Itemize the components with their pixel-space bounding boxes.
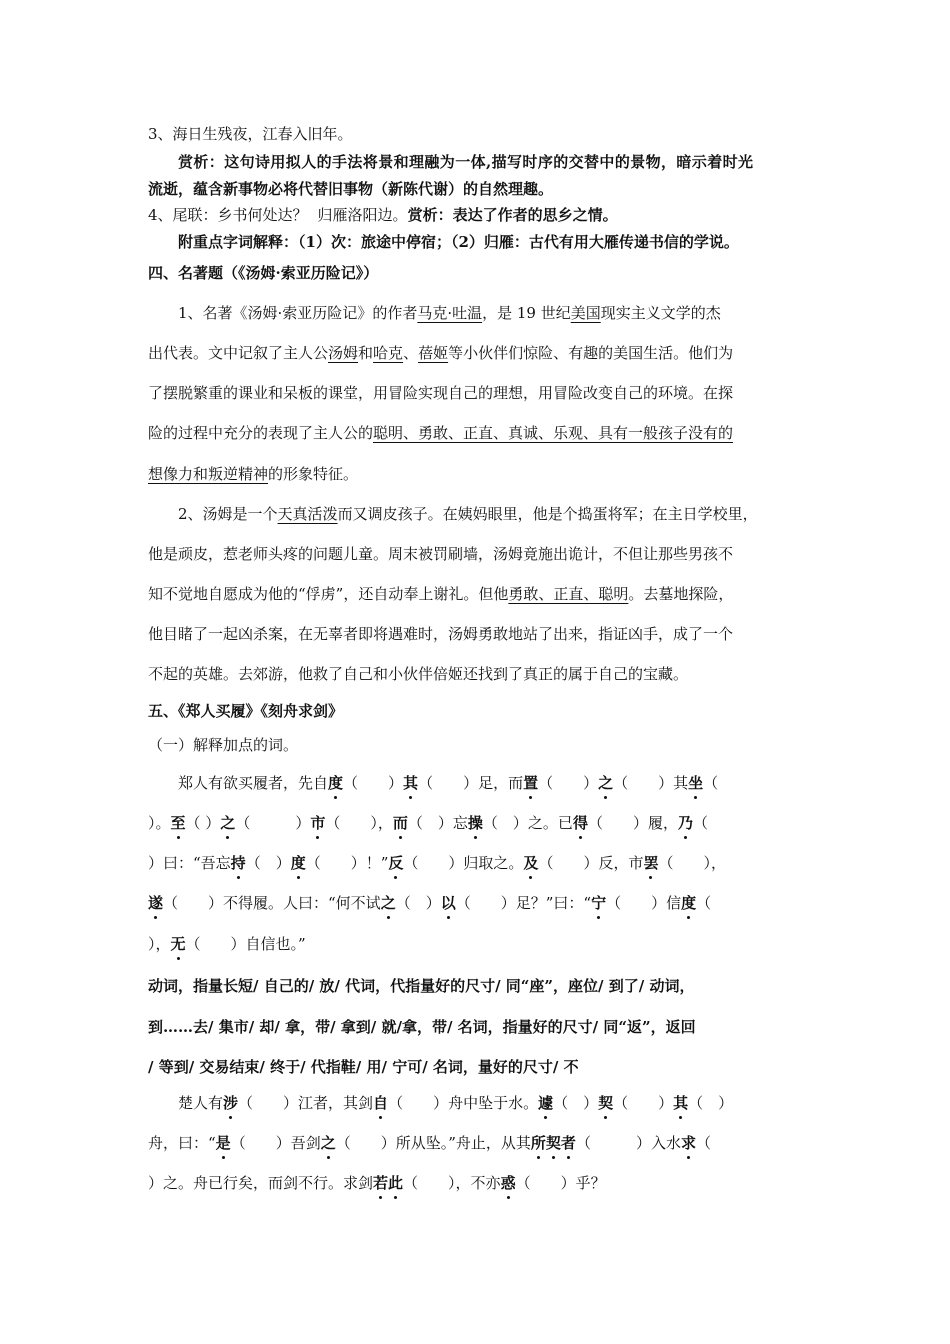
exercise-text: （ [703, 774, 719, 792]
para1-line4 [148, 423, 733, 443]
dotted-keyword: 契 [598, 1094, 614, 1112]
exercise1-line5 [148, 934, 306, 954]
exercise-text: （ ）！” [305, 854, 389, 872]
traits-underlined-1: 聪明、勇敢、正直、真诚、乐观、具有一般孩子没有的 [373, 424, 734, 442]
para2-line3 [148, 584, 733, 604]
key-word-notes: 附重点字词解释：（1）次：旅途中停宿；（2）归雁：古代有用大雁传递书信的学说。 [178, 233, 739, 251]
dotted-keyword: 其 [673, 1094, 689, 1112]
exercise-text: ）之。舟已行矣，而剑不行。求剑 [148, 1174, 374, 1192]
character-becky: 蓓姬 [418, 344, 449, 362]
para1-line5 [148, 464, 358, 484]
dotted-keyword: 乃 [677, 814, 693, 832]
dotted-keyword: 坐 [688, 774, 704, 792]
para2-line2: 他是顽皮，惹老师头疼的问题儿童。周末被罚刷墙，汤姆竟施出诡计，不但让那些男孩不 [148, 545, 734, 563]
dotted-keyword: 宁 [591, 894, 607, 912]
exercise-text: （ ）乎？ [515, 1174, 606, 1192]
answers-line3: / 等到/ 交易结束/ 终于/ 代指鞋/ 用/ 宁可/ 名词，量好的尺寸/ 不 [148, 1058, 579, 1076]
exercise2-line2 [148, 1133, 711, 1153]
tom-qualities: 勇敢、正直、聪明 [508, 585, 629, 603]
exercise-text: （ ） [245, 854, 291, 872]
exercise-text: （ ）舟中坠于水。 [388, 1094, 539, 1112]
text-span: ，是 19 世纪 [482, 304, 571, 322]
dotted-keyword: 罢 [643, 854, 659, 872]
text-span: 知不觉地自愿成为他的“俘虏”，还自动奉上谢礼。但他 [148, 585, 509, 603]
dotted-keyword: 度 [681, 894, 697, 912]
character-huck: 哈克 [373, 344, 404, 362]
author-name: 马克·吐温 [417, 304, 483, 322]
dotted-keyword: 无 [170, 935, 186, 953]
text-span: 。去墓地探险， [628, 585, 734, 603]
exercise-text: （ ） [185, 814, 221, 832]
exercise1-line3 [148, 853, 726, 873]
tail-couplet-appreciation: 赏析：表达了作者的思乡之情。 [407, 206, 618, 224]
dotted-keyword: 市 [310, 814, 326, 832]
exercise-text: （ ）江者，其剑 [238, 1094, 374, 1112]
exercise-text: （ ）足？”曰：“ [455, 894, 592, 912]
dotted-keyword: 遂 [148, 894, 164, 912]
dotted-keyword: 自 [373, 1094, 389, 1112]
exercise-instruction: （一）解释加点的词。 [148, 736, 299, 754]
exercise-text: （ ） [395, 894, 441, 912]
section-5-heading: 五、《郑人买履》《刻舟求剑》 [148, 702, 344, 720]
exercise-text: （ [692, 814, 708, 832]
exercise2-line3 [148, 1173, 606, 1193]
text-span: 现实主义文学的杰 [600, 304, 721, 322]
exercise-text: （ ）归取之。 [403, 854, 524, 872]
dotted-keyword: 置 [523, 774, 539, 792]
exercise1-line2 [148, 813, 708, 833]
exercise-text: （ ） [613, 1094, 674, 1112]
exercise-text: （ [696, 894, 712, 912]
para1-line2 [148, 343, 733, 363]
dotted-keyword: 之 [380, 894, 396, 912]
appreciation-3-line2: 流逝，蕴含新事物必将代替旧事物（新陈代谢）的自然理趣。 [148, 180, 554, 198]
appreciation-3-line1: 赏析：这句诗用拟人的手法将景和理融为一体,描写时序的交替中的景物，暗示着时光 [178, 153, 754, 171]
exercise-text: ）曰：“吾忘 [148, 854, 231, 872]
exercise-text: （ ） [235, 814, 311, 832]
dotted-keyword: 契 [545, 1134, 561, 1152]
para1-line1 [178, 303, 721, 323]
text-span: 而又调皮孩子。在姨妈眼里，他是个捣蛋将军；在主日学校里， [337, 505, 758, 523]
exercise-text: （ ）信 [606, 894, 682, 912]
exercise-text: 郑人有欲买履者，先自 [178, 774, 329, 792]
exercise-text: （ ）不得履。人曰：“何不试 [163, 894, 381, 912]
para1-line3: 了摆脱繁重的课业和呆板的课堂，用冒险实现自己的理想，用冒险改变自己的环境。在探 [148, 384, 734, 402]
tail-couplet-answer: 归雁洛阳边。 [317, 206, 408, 224]
exercise-text: （ ）之。已 [482, 814, 573, 832]
exercise-text: ）， [148, 935, 171, 953]
exercise-text: （ ）， [325, 814, 393, 832]
answers-line2: 到……去/ 集市/ 却/ 拿，带/ 拿到/ 就/拿，带/ 名词，指量好的尺寸/ 同“返”，返回 [148, 1018, 696, 1036]
para2-line1 [178, 504, 758, 524]
text-span: 等小伙伴们惊险、有趣的美国生活。他们为 [448, 344, 734, 362]
dotted-keyword: 此 [388, 1174, 404, 1192]
dotted-keyword: 度 [290, 854, 306, 872]
exercise-text: （ ）， [658, 854, 726, 872]
exercise-text: （ ） [688, 1094, 734, 1112]
exercise2-line1 [178, 1093, 733, 1113]
dotted-keyword: 若 [373, 1174, 389, 1192]
exercise-text: （ ）忘 [407, 814, 468, 832]
dotted-keyword: 者 [560, 1134, 576, 1152]
dotted-keyword: 所 [530, 1134, 546, 1152]
dotted-keyword: 至 [170, 814, 186, 832]
exercise1-line1 [178, 773, 718, 793]
text-span: 和 [358, 344, 374, 362]
answers-line1: 动词，指量长短/ 自己的/ 放/ 代词，代指量好的尺寸/ 同“座”，座位/ 到了/ 动词， [148, 977, 695, 995]
exercise-text: ）。 [148, 814, 171, 832]
exercise-text: （ ）入水 [575, 1134, 681, 1152]
dotted-keyword: 度 [328, 774, 344, 792]
dotted-keyword: 之 [220, 814, 236, 832]
dotted-keyword: 涉 [223, 1094, 239, 1112]
dotted-keyword: 而 [392, 814, 408, 832]
section-4-heading: 四、名著题（《汤姆·索亚历险记》） [148, 264, 379, 282]
tail-couplet-line [148, 205, 618, 225]
exercise-text: （ ）反，市 [538, 854, 644, 872]
exercise-text: （ [695, 1134, 711, 1152]
para2-line5: 不起的英雄。去郊游，他救了自己和小伙伴倍姬还找到了真正的属于自己的宝藏。 [148, 665, 689, 683]
exercise-text: （ ） [538, 774, 599, 792]
dotted-keyword: 及 [523, 854, 539, 872]
country-name: 美国 [570, 304, 601, 322]
text-span: 出代表。文中记叙了主人公 [148, 344, 329, 362]
exercise-text: （ ）所从坠。”舟止，从其 [335, 1134, 531, 1152]
text-span: 险的过程中充分的表现了主人公的 [148, 424, 374, 442]
character-tom: 汤姆 [328, 344, 359, 362]
tom-trait: 天真活泼 [277, 505, 338, 523]
text-span: 的形象特征。 [268, 465, 359, 483]
exercise-text: 楚人有 [178, 1094, 224, 1112]
text-span: 2、汤姆是一个 [178, 505, 278, 523]
exercise-text: （ ）自信也。” [185, 935, 306, 953]
exercise-text: （ ） [553, 1094, 599, 1112]
tail-couplet-question: 4、尾联：乡书何处达？ [148, 206, 308, 224]
exercise-text: （ ）其 [613, 774, 689, 792]
dotted-keyword: 遽 [538, 1094, 554, 1112]
exercise-text: （ ），不亦 [403, 1174, 501, 1192]
dotted-keyword: 惑 [500, 1174, 516, 1192]
dotted-keyword: 其 [403, 774, 419, 792]
exercise1-line4 [148, 893, 711, 913]
exercise-text: 舟，曰：“ [148, 1134, 216, 1152]
dotted-keyword: 持 [230, 854, 246, 872]
dotted-keyword: 之 [598, 774, 614, 792]
poem-line-3: 3、海日生残夜，江春入旧年。 [148, 125, 353, 143]
dotted-keyword: 是 [215, 1134, 231, 1152]
text-span: 、 [403, 344, 419, 362]
dotted-keyword: 得 [572, 814, 588, 832]
traits-underlined-2: 想像力和叛逆精神 [148, 465, 269, 483]
dotted-keyword: 反 [388, 854, 404, 872]
text-span: 1、名著《汤姆·索亚历险记》的作者 [178, 304, 418, 322]
dotted-keyword: 之 [320, 1134, 336, 1152]
exercise-text: （ ）吾剑 [230, 1134, 321, 1152]
dotted-keyword: 操 [467, 814, 483, 832]
para2-line4: 他目睹了一起凶杀案，在无辜者即将遇难时，汤姆勇敢地站了出来，指证凶手，成了一个 [148, 625, 734, 643]
exercise-text: （ ）足，而 [418, 774, 524, 792]
dotted-keyword: 求 [680, 1134, 696, 1152]
exercise-text: （ ）履， [587, 814, 678, 832]
dotted-keyword: 以 [440, 894, 456, 912]
exercise-text: （ ） [343, 774, 404, 792]
